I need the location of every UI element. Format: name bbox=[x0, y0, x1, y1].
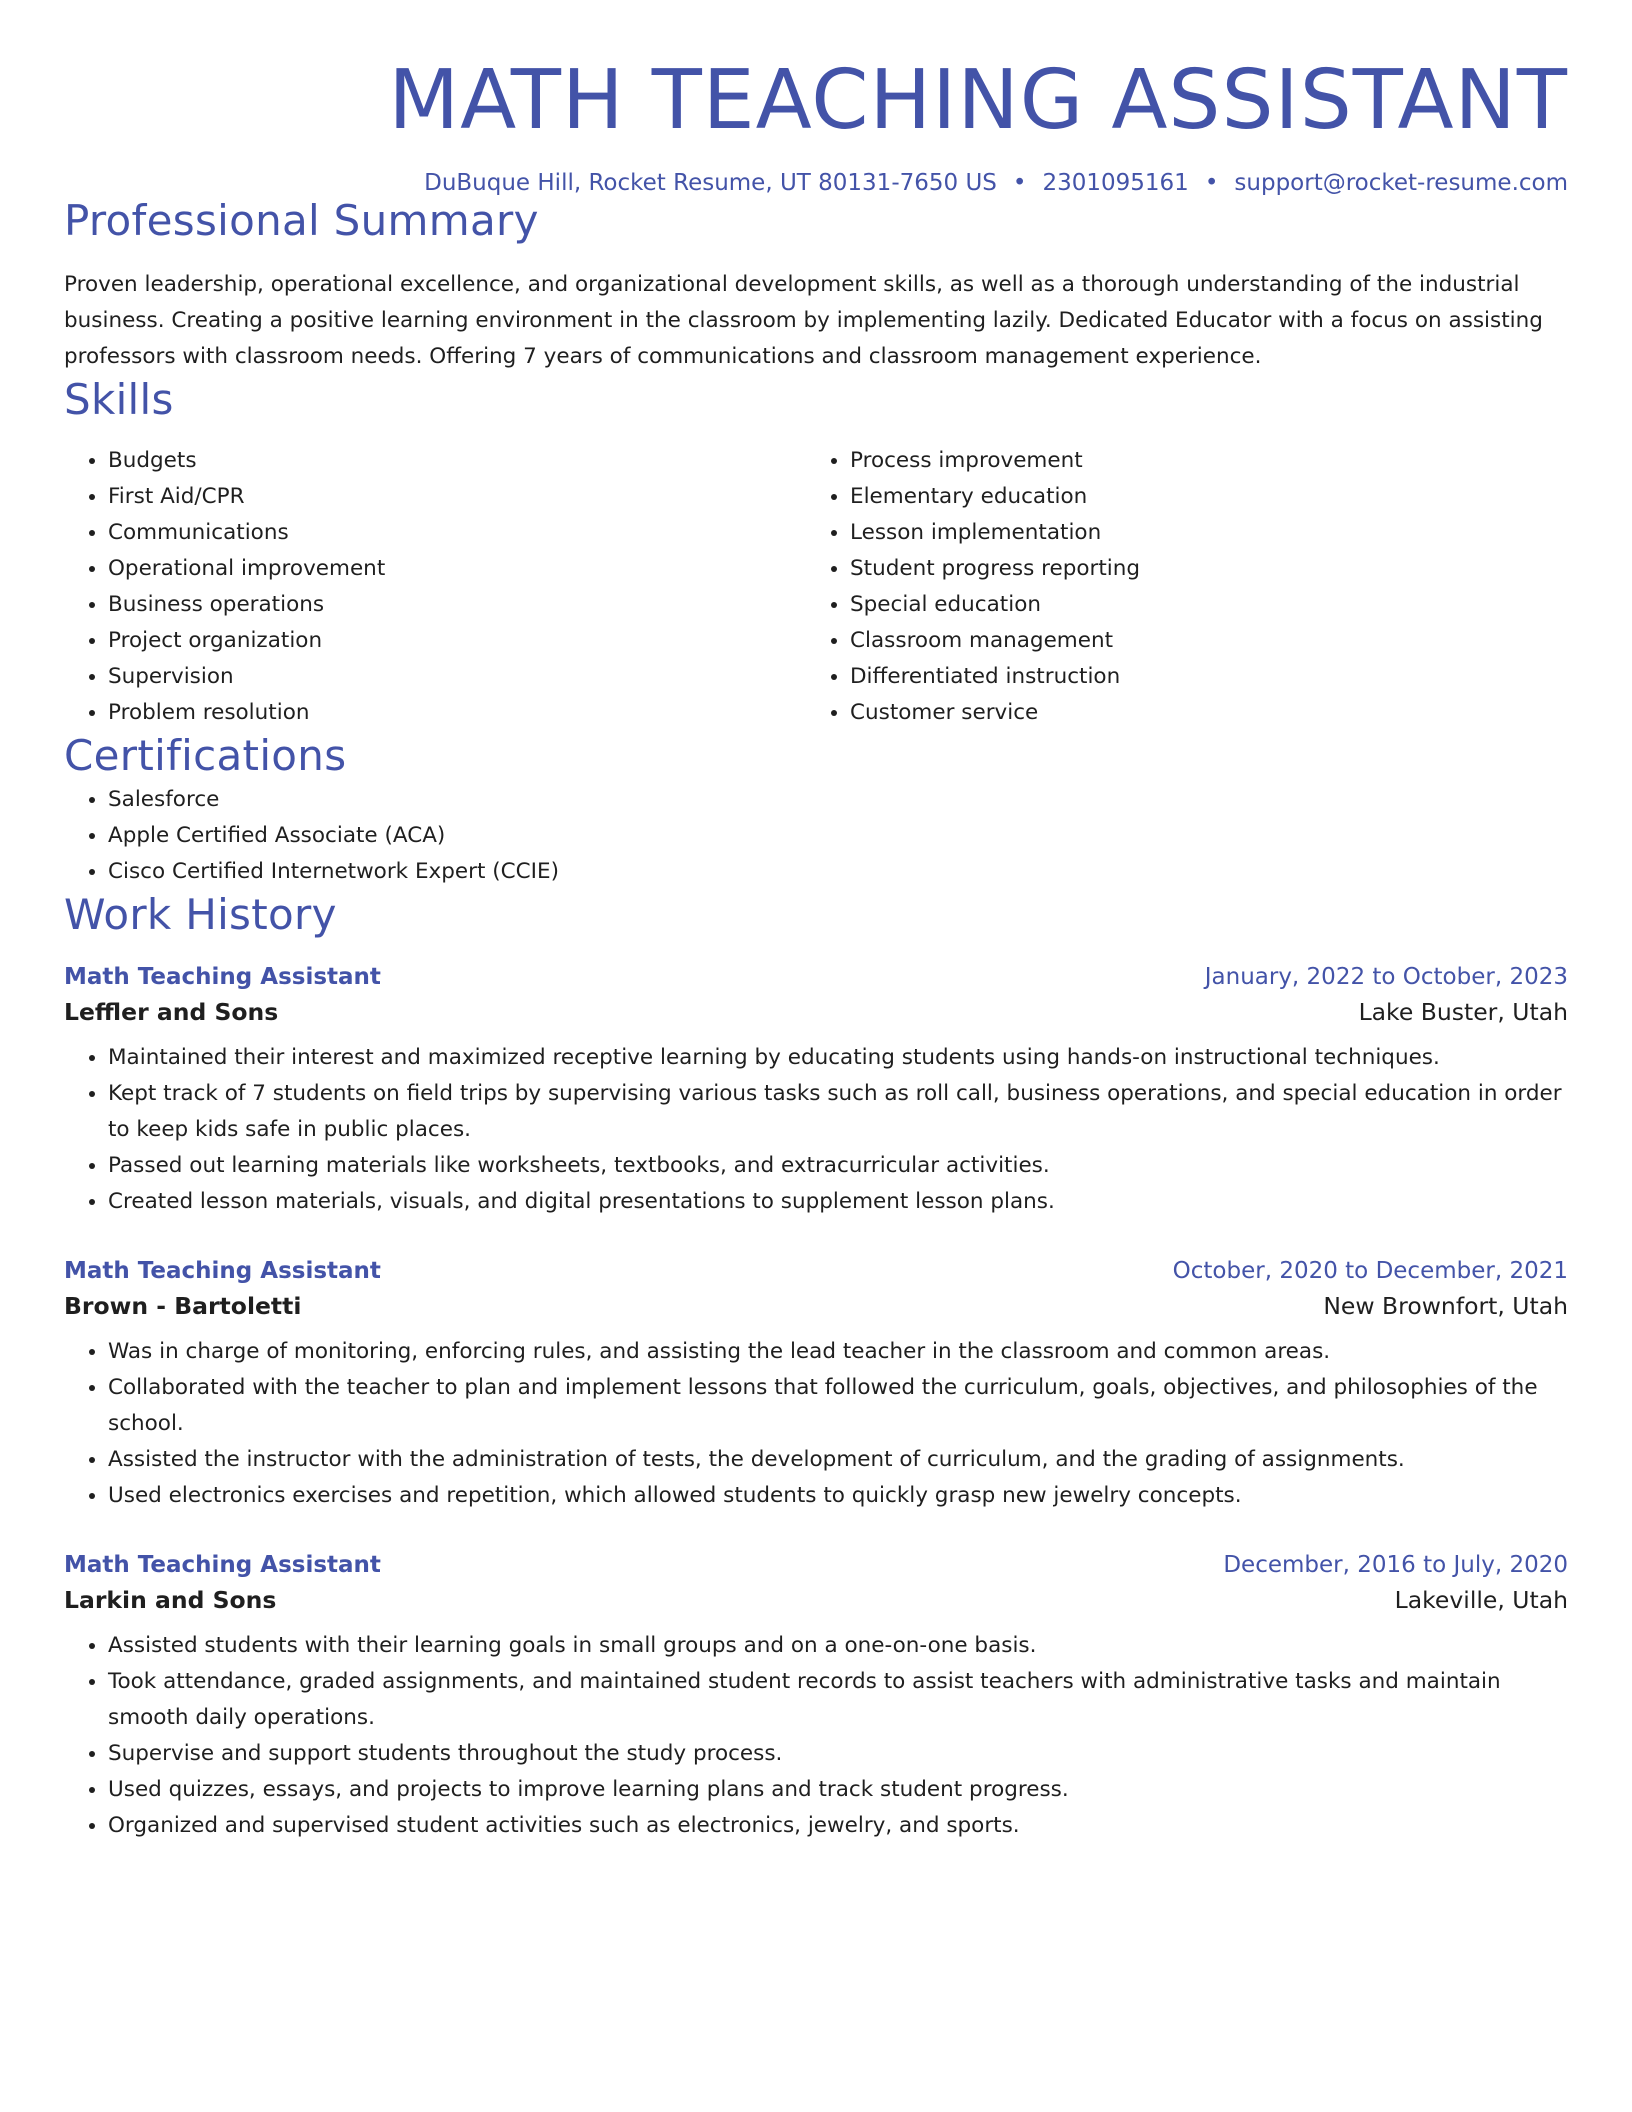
skill-item: • Project organization bbox=[108, 623, 806, 659]
summary-text: Proven leadership, operational excellence, and organizational development skills, as well as a thorough understanding of the industrial business. Creating a positive learning environment in the classroom by implementing lazily. Dedicated Educator with a focus on assisting professors with classroom needs. Offering 7 years of communications and classroom management experience. bbox=[64, 271, 1543, 369]
skill-item: • Elementary education bbox=[850, 479, 1548, 515]
contact-line bbox=[64, 170, 1568, 196]
job-dates: January, 2022 to October, 2023 bbox=[1204, 963, 1568, 990]
skill-item: • Customer service bbox=[850, 695, 1548, 731]
job-duty: • Assisted students with their learning goals in small groups and on a one-on-one basis. bbox=[108, 1628, 1568, 1664]
job-duty: • Was in charge of monitoring, enforcing rules, and assisting the lead teacher in the classroom and common areas. bbox=[108, 1334, 1568, 1370]
contact-separator: • bbox=[1012, 170, 1027, 197]
skill-item: • Operational improvement bbox=[108, 551, 806, 587]
job-duties-list bbox=[64, 1334, 1568, 1514]
job-duty: • Organized and supervised student activities such as electronics, jewelry, and sports. bbox=[108, 1808, 1568, 1844]
certification-item: • Cisco Certified Internetwork Expert (CCIE) bbox=[108, 854, 1568, 890]
job-location: New Brownfort, Utah bbox=[1323, 1291, 1568, 1320]
job-duty: • Passed out learning materials like worksheets, textbooks, and extracurricular activities. bbox=[108, 1148, 1568, 1184]
skills-column-left bbox=[64, 443, 806, 731]
job-entry bbox=[64, 964, 1568, 1220]
resume-name: MATH TEACHING ASSISTANT bbox=[388, 53, 1568, 148]
job-header-row bbox=[64, 1258, 1568, 1284]
skills-heading: Skills bbox=[64, 374, 174, 424]
skill-item: • Classroom management bbox=[850, 623, 1548, 659]
job-duty: • Supervise and support students throughout the study process. bbox=[108, 1736, 1568, 1772]
contact-address: DuBuque Hill, Rocket Resume, UT 80131-7650 US bbox=[424, 170, 997, 197]
skill-item: • Business operations bbox=[108, 587, 806, 623]
job-company: Larkin and Sons bbox=[64, 1585, 277, 1614]
job-duty: • Took attendance, graded assignments, and maintained student records to assist teachers with administrative tasks and maintain smooth daily operations. bbox=[108, 1664, 1568, 1736]
job-duties-list bbox=[64, 1628, 1568, 1844]
job-company: Brown - Bartoletti bbox=[64, 1291, 302, 1320]
job-duty: • Assisted the instructor with the administration of tests, the development of curriculum, and the grading of assignments. bbox=[108, 1442, 1568, 1478]
skill-item: • Process improvement bbox=[850, 443, 1548, 479]
skill-item: • Special education bbox=[850, 587, 1548, 623]
certifications-list bbox=[64, 782, 1568, 890]
skill-item: • Supervision bbox=[108, 659, 806, 695]
job-company-row bbox=[64, 1586, 1568, 1614]
job-duty: • Collaborated with the teacher to plan and implement lessons that followed the curriculum, goals, objectives, and philosophies of the school. bbox=[108, 1370, 1568, 1442]
contact-email[interactable]: support@rocket-resume.com bbox=[1234, 170, 1568, 197]
resume-page bbox=[64, 0, 1568, 1844]
skill-item: • Lesson implementation bbox=[850, 515, 1548, 551]
contact-phone: 2301095161 bbox=[1042, 170, 1189, 197]
job-entry bbox=[64, 1552, 1568, 1844]
skill-item: • Differentiated instruction bbox=[850, 659, 1548, 695]
job-duty: • Used quizzes, essays, and projects to improve learning plans and track student progress. bbox=[108, 1772, 1568, 1808]
job-dates: October, 2020 to December, 2021 bbox=[1172, 1257, 1568, 1284]
job-duty: • Maintained their interest and maximized receptive learning by educating students using hands-on instructional techniques. bbox=[108, 1040, 1568, 1076]
summary-heading: Professional Summary bbox=[64, 196, 539, 246]
job-company-row bbox=[64, 1292, 1568, 1320]
skills-list-left bbox=[64, 443, 806, 731]
job-location: Lakeville, Utah bbox=[1394, 1585, 1568, 1614]
job-duties-list bbox=[64, 1040, 1568, 1220]
job-duty: • Created lesson materials, visuals, and digital presentations to supplement lesson plans. bbox=[108, 1184, 1568, 1220]
certification-item: • Apple Certified Associate (ACA) bbox=[108, 818, 1568, 854]
job-duty: • Kept track of 7 students on field trips by supervising various tasks such as roll call, business operations, and special education in order to keep kids safe in public places. bbox=[108, 1076, 1568, 1148]
job-entry bbox=[64, 1258, 1568, 1514]
job-company: Leffler and Sons bbox=[64, 997, 279, 1026]
skill-item: • Communications bbox=[108, 515, 806, 551]
work-history-heading: Work History bbox=[64, 889, 337, 939]
job-title: Math Teaching Assistant bbox=[64, 1257, 381, 1284]
skills-columns bbox=[64, 443, 1568, 731]
job-title: Math Teaching Assistant bbox=[64, 963, 381, 990]
certification-item: • Salesforce bbox=[108, 782, 1568, 818]
skills-column-right bbox=[806, 443, 1548, 731]
job-duty: • Used electronics exercises and repetition, which allowed students to quickly grasp new jewelry concepts. bbox=[108, 1478, 1568, 1514]
job-location: Lake Buster, Utah bbox=[1358, 997, 1568, 1026]
skill-item: • Budgets bbox=[108, 443, 806, 479]
skill-item: • Problem resolution bbox=[108, 695, 806, 731]
job-title: Math Teaching Assistant bbox=[64, 1551, 381, 1578]
certifications-heading: Certifications bbox=[64, 731, 347, 781]
job-dates: December, 2016 to July, 2020 bbox=[1223, 1551, 1568, 1578]
job-header-row bbox=[64, 964, 1568, 990]
job-header-row bbox=[64, 1552, 1568, 1578]
job-company-row bbox=[64, 998, 1568, 1026]
skill-item: • Student progress reporting bbox=[850, 551, 1548, 587]
skills-list-right bbox=[806, 443, 1548, 731]
skill-item: • First Aid/CPR bbox=[108, 479, 806, 515]
contact-separator: • bbox=[1204, 170, 1219, 197]
